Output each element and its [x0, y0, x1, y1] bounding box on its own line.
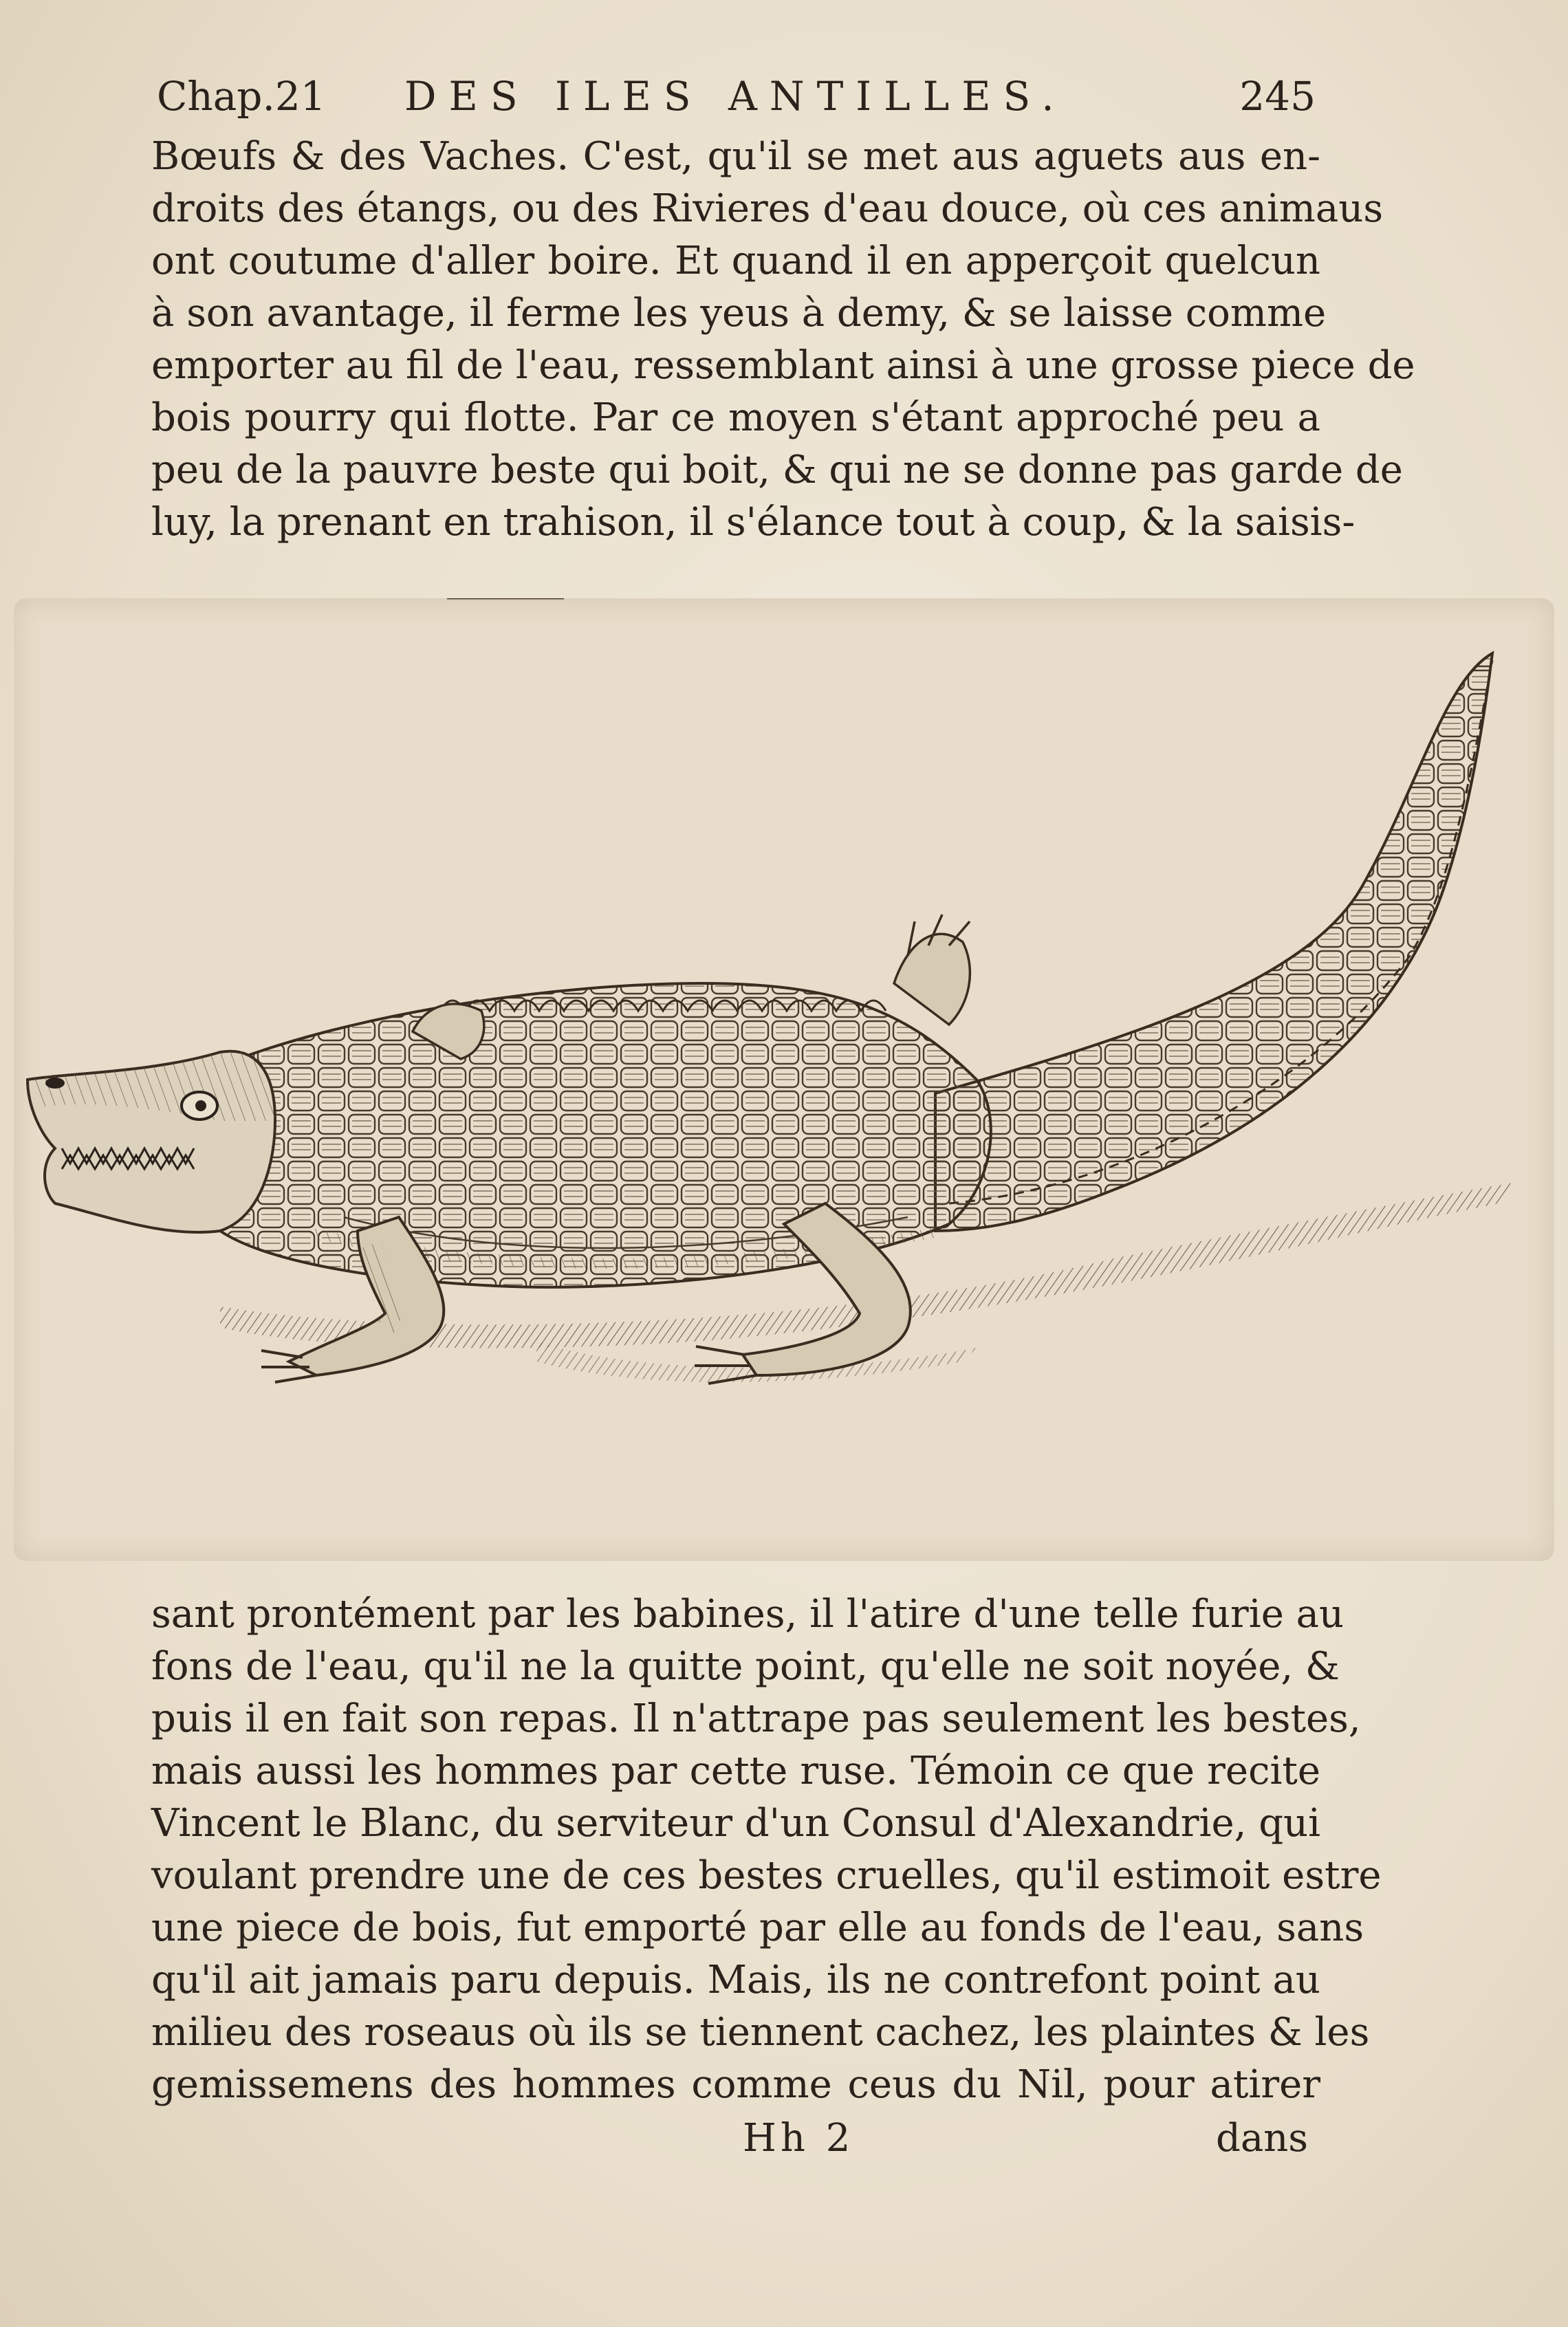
- text-line: mais aussi les hommes par cette ruse. Témoin ce que recite: [151, 1749, 1320, 1793]
- text-line: à son avantage, il ferme les yeus à demy, & se laisse comme: [151, 291, 1327, 336]
- text-line: droits des étangs, ou des Rivieres d'eau douce, où ces animaus: [151, 186, 1384, 231]
- text-line: puis il en fait son repas. Il n'attrape pas seulement les bestes,: [151, 1696, 1361, 1741]
- text-line: une piece de bois, fut emporté par elle au fonds de l'eau, sans: [151, 1905, 1364, 1950]
- text-line: emporter au fil de l'eau, ressemblant ainsi à une grosse piece de: [151, 343, 1415, 388]
- chapter-label: Chap.21: [157, 73, 326, 120]
- running-header: [157, 69, 1316, 124]
- page-number: 245: [1239, 73, 1316, 120]
- text-line: sant prontément par les babines, il l'atire d'une telle furie au: [151, 1592, 1344, 1637]
- text-line: gemissemens des hommes comme ceus du Nil, pour atirer: [151, 2062, 1320, 2107]
- text-line: peu de la pauvre beste qui boit, & qui ne se donne pas garde de: [151, 448, 1403, 492]
- running-title: DES ILES ANTILLES.: [404, 73, 1067, 120]
- text-line: ont coutume d'aller boire. Et quand il en apperçoit quelcun: [151, 239, 1320, 283]
- catchword: dans: [1216, 2116, 1309, 2161]
- text-line: qu'il ait jamais paru depuis. Mais, ils ne contrefont point au: [151, 1958, 1320, 2002]
- text-line: Bœufs & des Vaches. C'est, qu'il se met aus aguets aus en-: [151, 134, 1320, 179]
- text-block-bottom: [151, 1588, 1382, 2111]
- signature-mark: Hh 2: [743, 2116, 855, 2161]
- text-line: luy, la prenant en trahison, il s'élance tout à coup, & la saisis-: [151, 500, 1355, 545]
- crocodile-tail: [935, 653, 1492, 1231]
- text-line: Vincent le Blanc, du serviteur d'un Consul d'Alexandrie, qui: [151, 1801, 1321, 1846]
- crocodile-engraving-icon: [14, 598, 1554, 1561]
- text-line: bois pourry qui flotte. Par ce moyen s'étant approché peu a: [151, 395, 1320, 440]
- text-line: milieu des roseaus où ils se tiennent cachez, les plaintes & les: [151, 2010, 1370, 2055]
- text-block-top: [151, 131, 1415, 549]
- text-line: voulant prendre une de ces bestes cruelles, qu'il estimoit estre: [151, 1853, 1382, 1898]
- crocodile-illustration: [14, 598, 1554, 1561]
- text-line: fons de l'eau, qu'il ne la quitte point, qu'elle ne soit noyée, &: [151, 1644, 1340, 1689]
